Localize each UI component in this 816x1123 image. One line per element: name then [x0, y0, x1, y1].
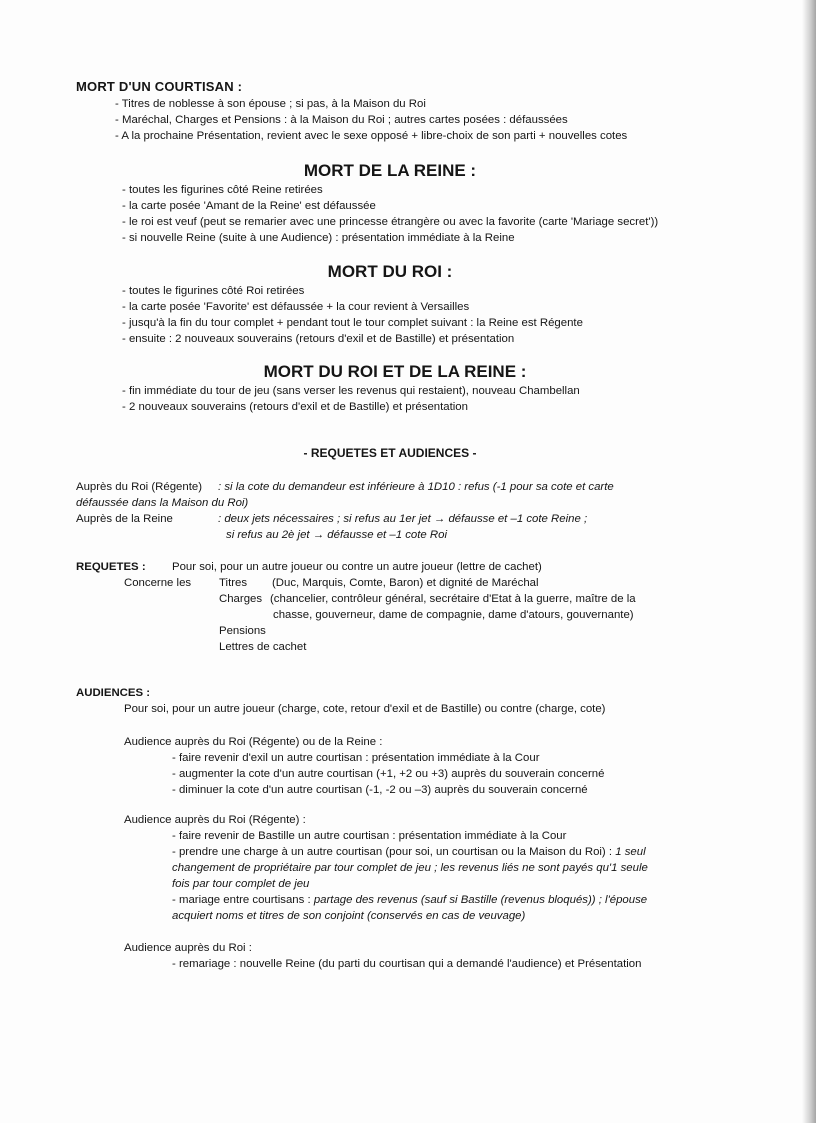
list-item: - si nouvelle Reine (suite à une Audience) : présentation immédiate à la Reine	[122, 232, 515, 244]
list-item: - faire revenir de Bastille un autre courtisan : présentation immédiate à la Cour	[172, 830, 567, 842]
scan-shadow-edge	[802, 0, 816, 1123]
text-requetes-intro: Pour soi, pour un autre joueur ou contre un autre joueur (lettre de cachet)	[172, 561, 542, 573]
list-item-cont: changement de propriétaire par tour complet de jeu ; les revenus liés ne sont payés qu'1 seule	[172, 862, 648, 874]
list-item: - la carte posée 'Favorite' est défaussée + la cour revient à Versailles	[122, 301, 470, 313]
label-lettres-cachet: Lettres de cachet	[219, 641, 307, 653]
text-charges: (chancelier, contrôleur général, secrétaire d'Etat à la guerre, maître de la	[270, 593, 636, 605]
list-item-emphasis: partage des revenus (sauf si Bastille (revenus bloqués)) ; l'épouse	[313, 894, 648, 906]
list-item: - remariage : nouvelle Reine (du parti du courtisan qui a demandé l'audience) et Présentation	[172, 958, 642, 970]
label-pensions: Pensions	[219, 625, 266, 637]
heading-audience-roi-regente: Audience auprès du Roi (Régente) :	[124, 814, 306, 826]
label-audiences: AUDIENCES :	[76, 687, 151, 699]
list-item: - jusqu'à la fin du tour complet + pendant tout le tour complet suivant : la Reine est Régente	[122, 317, 583, 329]
heading-audience-roi: Audience auprès du Roi :	[124, 942, 252, 954]
list-item	[172, 844, 646, 860]
label-charges: Charges	[219, 593, 263, 605]
heading-audience-roi-reine: Audience auprès du Roi (Régente) ou de la Reine :	[124, 736, 383, 748]
text-audiences-intro: Pour soi, pour un autre joueur (charge, cote, retour d'exil et de Bastille) ou contre (charge, cote)	[124, 703, 606, 715]
list-item-cont: fois par tour complet de jeu	[172, 878, 310, 890]
label-requetes: REQUETES :	[76, 561, 146, 573]
list-item: - Titres de noblesse à son épouse ; si pas, à la Maison du Roi	[115, 98, 426, 110]
heading-mort-roi-reine: MORT DU ROI ET DE LA REINE :	[263, 362, 527, 381]
list-item: - toutes les figurines côté Reine retirées	[122, 184, 323, 196]
text-aupres-roi-cont: défaussée dans la Maison du Roi)	[76, 497, 249, 509]
list-item-text: - prendre une charge à un autre courtisan (pour soi, un courtisan ou la Maison du Roi) :	[172, 846, 616, 858]
list-item: - A la prochaine Présentation, revient avec le sexe opposé + libre-choix de son parti + nouvelles cotes	[115, 130, 628, 142]
text-titres: (Duc, Marquis, Comte, Baron) et dignité de Maréchal	[272, 577, 539, 589]
heading-mort-courtisan: MORT D'UN COURTISAN :	[76, 79, 243, 94]
text-aupres-reine: : deux jets nécessaires ; si refus au 1er jet → défausse et –1 cote Reine ;	[218, 513, 588, 525]
list-item: - le roi est veuf (peut se remarier avec une princesse étrangère ou avec la favorite (carte 'Mariage secret'))	[122, 216, 659, 228]
list-item-cont: acquiert noms et titres de son conjoint (conservés en cas de veuvage)	[172, 910, 526, 922]
list-item-text: - mariage entre courtisans :	[172, 894, 314, 906]
heading-mort-roi: MORT DU ROI :	[327, 262, 453, 281]
label-aupres-roi: Auprès du Roi (Régente)	[76, 481, 202, 493]
heading-requetes-audiences: - REQUETES ET AUDIENCES -	[303, 446, 477, 460]
list-item: - toutes le figurines côté Roi retirées	[122, 285, 305, 297]
list-item: - augmenter la cote d'un autre courtisan (+1, +2 ou +3) auprès du souverain concerné	[172, 768, 605, 780]
list-item: - 2 nouveaux souverains (retours d'exil et de Bastille) et présentation	[122, 401, 468, 413]
list-item: - fin immédiate du tour de jeu (sans verser les revenus qui restaient), nouveau Chambellan	[122, 385, 580, 397]
list-item: - la carte posée 'Amant de la Reine' est défaussée	[122, 200, 376, 212]
list-item-emphasis: 1 seul	[615, 846, 646, 858]
list-item: - ensuite : 2 nouveaux souverains (retours d'exil et de Bastille) et présentation	[122, 333, 515, 345]
heading-mort-reine: MORT DE LA REINE :	[303, 161, 477, 180]
text-charges-cont: chasse, gouverneur, dame de compagnie, dame d'atours, gouvernante)	[273, 609, 634, 621]
text-aupres-reine-cont: si refus au 2è jet → défausse et –1 cote Roi	[226, 529, 447, 541]
list-item	[172, 892, 647, 908]
label-titres: Titres	[219, 577, 248, 589]
label-concerne: Concerne les	[124, 577, 192, 589]
list-item: - Maréchal, Charges et Pensions : à la Maison du Roi ; autres cartes posées : défaussées	[115, 114, 568, 126]
text-aupres-roi: : si la cote du demandeur est inférieure à 1D10 : refus (-1 pour sa cote et carte	[218, 481, 614, 493]
list-item: - faire revenir d'exil un autre courtisan : présentation immédiate à la Cour	[172, 752, 540, 764]
label-aupres-reine: Auprès de la Reine	[76, 513, 173, 525]
list-item: - diminuer la cote d'un autre courtisan (-1, -2 ou –3) auprès du souverain concerné	[172, 784, 588, 796]
